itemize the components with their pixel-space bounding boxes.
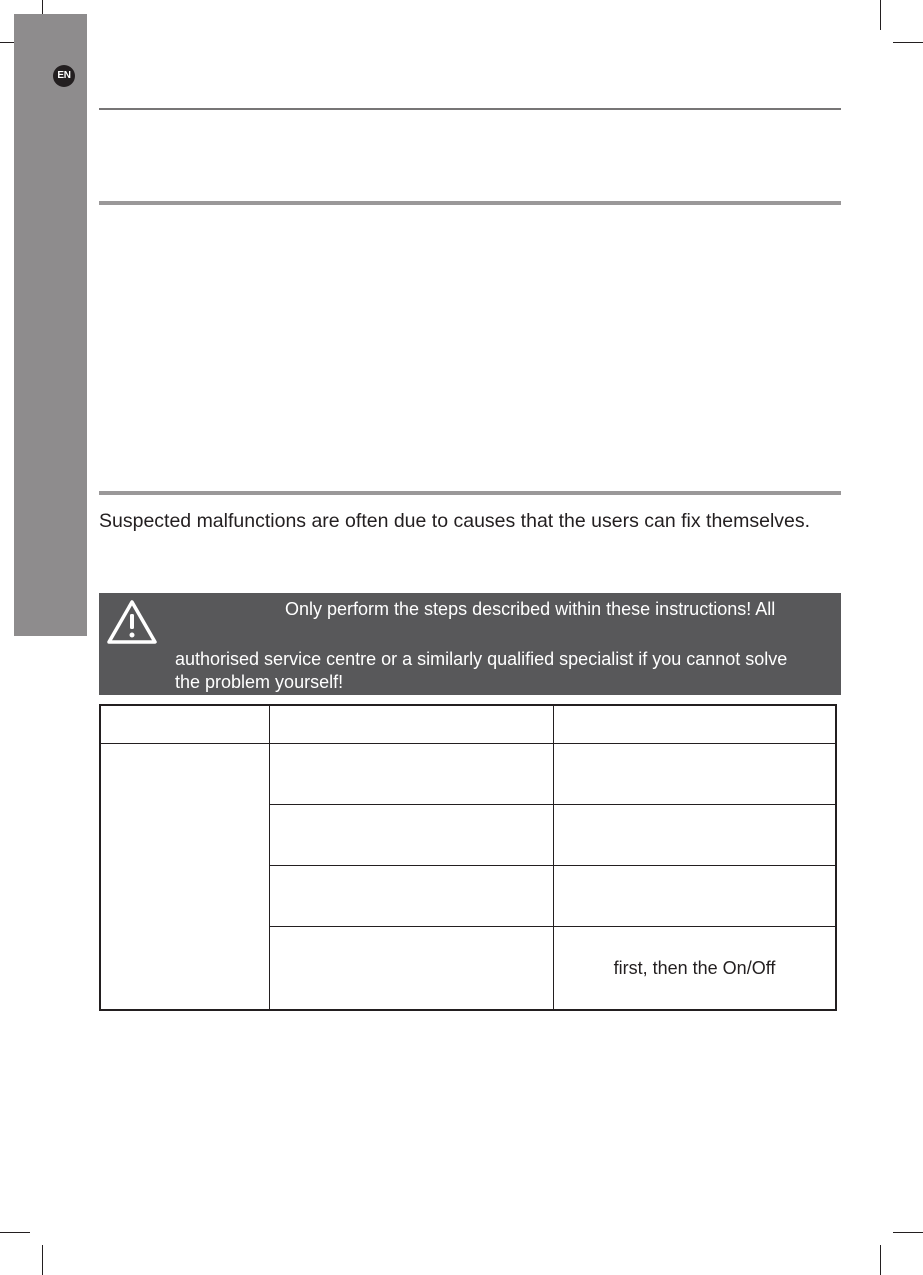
crop-mark-bottom-left-horizontal	[0, 1232, 30, 1233]
table-row-divider	[269, 804, 835, 805]
table-header-divider	[101, 743, 835, 744]
table-column-divider-1	[269, 706, 270, 1009]
crop-mark-bottom-right-horizontal	[893, 1232, 923, 1233]
crop-mark-top-right-vertical	[880, 0, 881, 30]
table-row-divider	[269, 926, 835, 927]
warning-text-line-1: Only perform the steps described within these instructions! All	[285, 599, 776, 619]
warning-box	[99, 593, 841, 695]
crop-mark-top-right-horizontal	[893, 42, 923, 43]
troubleshooting-table	[99, 704, 837, 1011]
table-cell-solution-fragment: first, then the On/Off	[613, 958, 776, 978]
language-side-tab	[14, 14, 87, 636]
warning-triangle-icon	[106, 599, 158, 645]
section-divider-middle	[99, 201, 841, 205]
section-divider-troubleshooting	[99, 491, 841, 495]
warning-text-line-3: the problem yourself!	[175, 672, 344, 692]
crop-mark-bottom-left-vertical	[42, 1245, 43, 1275]
table-row-divider	[269, 865, 835, 866]
warning-text-line-2: authorised service centre or a similarly qualified specialist if you cannot solve	[175, 649, 788, 669]
section-divider-top	[99, 108, 841, 110]
language-badge: EN	[53, 65, 75, 87]
troubleshooting-intro: Suspected malfunctions are often due to causes that the users can fix themselves.	[99, 510, 811, 532]
crop-mark-bottom-right-vertical	[880, 1245, 881, 1275]
